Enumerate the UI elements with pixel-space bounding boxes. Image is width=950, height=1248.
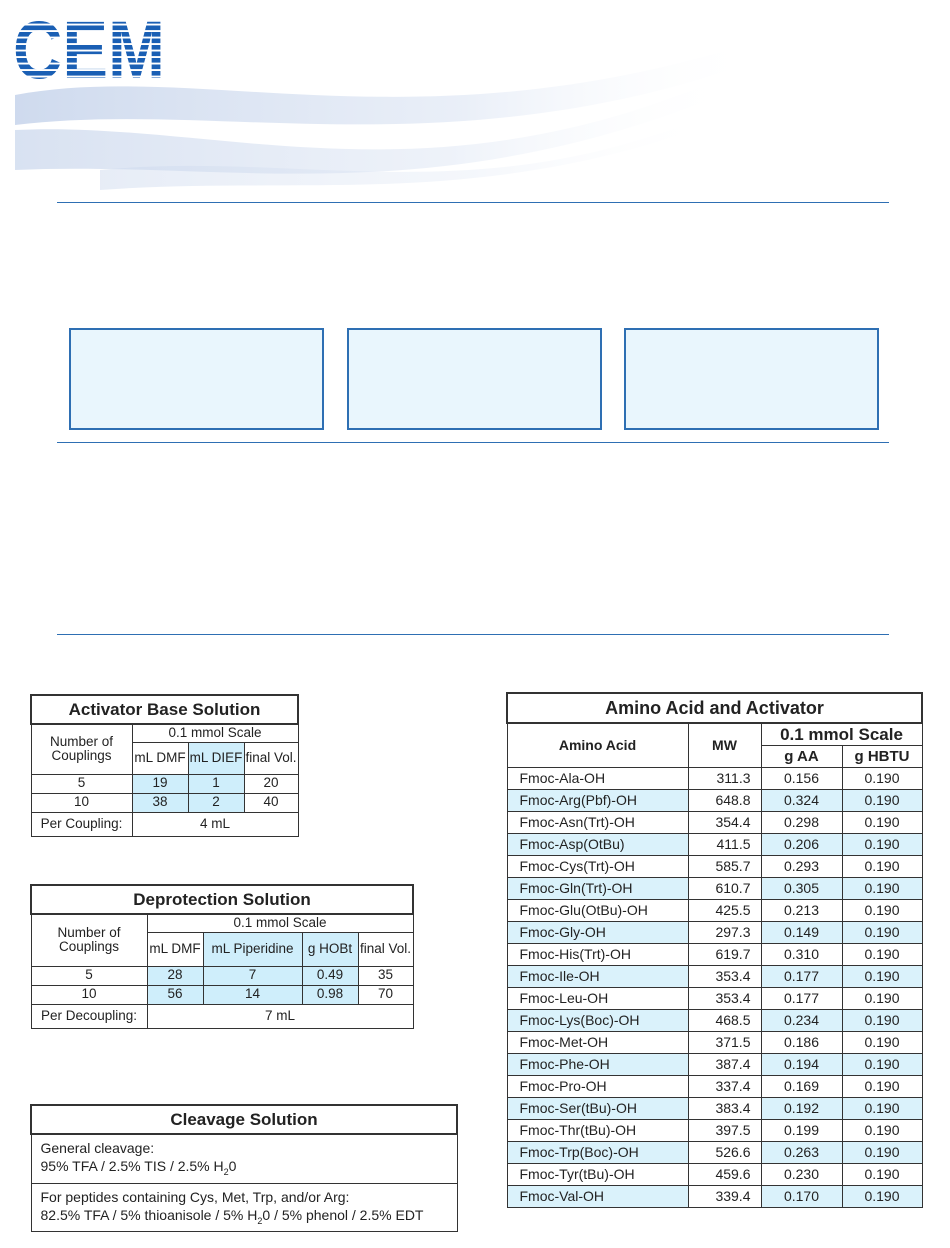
aa-cell-name: Fmoc-Ile-OH	[507, 966, 688, 988]
activator-scale: 0.1 mmol Scale	[132, 724, 298, 742]
aa-row	[507, 944, 922, 966]
aa-row	[507, 1054, 922, 1076]
aa-row	[507, 1164, 922, 1186]
deprotection-col-pip: mL Piperidine	[203, 932, 302, 966]
deprotection-col-dmf: mL DMF	[147, 932, 203, 966]
deprotection-scale: 0.1 mmol Scale	[147, 914, 413, 932]
aa-cell-hbtu: 0.190	[842, 1164, 922, 1186]
aa-cell-hbtu: 0.190	[842, 1098, 922, 1120]
aa-cell-mw: 526.6	[688, 1142, 761, 1164]
aa-cell-gaa: 0.263	[761, 1142, 842, 1164]
info-card-1	[69, 328, 324, 430]
aa-scale: 0.1 mmol Scale	[761, 723, 922, 746]
aa-row	[507, 790, 922, 812]
aa-cell-mw: 425.5	[688, 900, 761, 922]
aa-row	[507, 988, 922, 1010]
section-rule-1	[57, 442, 889, 443]
aa-cell-hbtu: 0.190	[842, 1054, 922, 1076]
activator-num-couplings: Number of Couplings	[31, 724, 132, 774]
aa-cell-gaa: 0.298	[761, 812, 842, 834]
deprotection-row-dmf: 28	[147, 966, 203, 985]
aa-cell-name: Fmoc-Lys(Boc)-OH	[507, 1010, 688, 1032]
aa-cell-gaa: 0.177	[761, 966, 842, 988]
aa-cell-name: Fmoc-Ser(tBu)-OH	[507, 1098, 688, 1120]
aa-cell-mw: 337.4	[688, 1076, 761, 1098]
deprotection-per-value: 7 mL	[147, 1004, 413, 1028]
aa-cell-gaa: 0.169	[761, 1076, 842, 1098]
aa-cell-mw: 585.7	[688, 856, 761, 878]
deprotection-row-hobt: 0.49	[302, 966, 358, 985]
cleavage-special	[31, 1183, 457, 1232]
aa-cell-mw: 311.3	[688, 768, 761, 790]
deprotection-row-dmf: 56	[147, 985, 203, 1004]
aa-cell-gaa: 0.199	[761, 1120, 842, 1142]
aa-cell-gaa: 0.310	[761, 944, 842, 966]
aa-cell-mw: 353.4	[688, 988, 761, 1010]
deprotection-title: Deprotection Solution	[31, 885, 413, 914]
cleavage-general-label: General cleavage:	[40, 1140, 155, 1156]
aa-cell-mw: 387.4	[688, 1054, 761, 1076]
aa-cell-gaa: 0.149	[761, 922, 842, 944]
aa-cell-hbtu: 0.190	[842, 944, 922, 966]
amino-acid-table	[506, 692, 923, 1208]
aa-cell-hbtu: 0.190	[842, 1186, 922, 1208]
aa-cell-hbtu: 0.190	[842, 790, 922, 812]
aa-cell-hbtu: 0.190	[842, 1010, 922, 1032]
activator-col-dief: mL DIEF	[188, 742, 244, 774]
aa-cell-gaa: 0.230	[761, 1164, 842, 1186]
activator-per-value: 4 mL	[132, 812, 298, 836]
aa-cell-mw: 619.7	[688, 944, 761, 966]
aa-cell-gaa: 0.177	[761, 988, 842, 1010]
aa-row	[507, 768, 922, 790]
activator-row-n: 10	[31, 793, 132, 812]
aa-row	[507, 966, 922, 988]
aa-cell-name: Fmoc-Cys(Trt)-OH	[507, 856, 688, 878]
cleavage-general-recipe: 95% TFA / 2.5% TIS / 2.5% $H_20$	[40, 1158, 237, 1177]
aa-cell-name: Fmoc-Met-OH	[507, 1032, 688, 1054]
aa-cell-hbtu: 0.190	[842, 878, 922, 900]
aa-cell-gaa: 0.186	[761, 1032, 842, 1054]
aa-cell-name: Fmoc-Phe-OH	[507, 1054, 688, 1076]
aa-row	[507, 856, 922, 878]
cleavage-special-label: For peptides containing Cys, Met, Trp, and/or Arg:	[40, 1188, 350, 1205]
aa-cell-mw: 397.5	[688, 1120, 761, 1142]
aa-cell-hbtu: 0.190	[842, 812, 922, 834]
aa-row	[507, 922, 922, 944]
activator-row-dief: 2	[188, 793, 244, 812]
aa-row	[507, 1142, 922, 1164]
aa-title: Amino Acid and Activator	[507, 693, 922, 723]
aa-cell-hbtu: 0.190	[842, 900, 922, 922]
aa-cell-name: Fmoc-Gln(Trt)-OH	[507, 878, 688, 900]
aa-row	[507, 1186, 922, 1208]
aa-cell-hbtu: 0.190	[842, 1032, 922, 1054]
aa-cell-hbtu: 0.190	[842, 1076, 922, 1098]
aa-row	[507, 878, 922, 900]
deprotection-row-n: 5	[31, 966, 147, 985]
info-card-2	[347, 328, 602, 430]
deprotection-row-final: 70	[358, 985, 413, 1004]
aa-cell-hbtu: 0.190	[842, 988, 922, 1010]
aa-cell-hbtu: 0.190	[842, 922, 922, 944]
aa-cell-name: Fmoc-His(Trt)-OH	[507, 944, 688, 966]
deprotection-col-hobt: g HOBt	[302, 932, 358, 966]
aa-cell-hbtu: 0.190	[842, 966, 922, 988]
activator-per-label: Per Coupling:	[31, 812, 132, 836]
deprotection-row-pip: 14	[203, 985, 302, 1004]
aa-row	[507, 900, 922, 922]
aa-cell-name: Fmoc-Pro-OH	[507, 1076, 688, 1098]
aa-cell-mw: 353.4	[688, 966, 761, 988]
aa-cell-gaa: 0.305	[761, 878, 842, 900]
cleavage-special-recipe: 82.5% TFA / 5% thioanisole / 5% $H_20 / 5\%$ phenol / 2.5% EDT	[40, 1206, 424, 1226]
aa-cell-name: Fmoc-Asp(OtBu)	[507, 834, 688, 856]
aa-cell-name: Fmoc-Arg(Pbf)-OH	[507, 790, 688, 812]
aa-cell-hbtu: 0.190	[842, 856, 922, 878]
company-logo	[13, 5, 168, 96]
aa-body	[507, 768, 922, 1208]
aa-cell-mw: 411.5	[688, 834, 761, 856]
section-rule-2	[57, 634, 889, 635]
aa-cell-gaa: 0.213	[761, 900, 842, 922]
aa-cell-name: Fmoc-Trp(Boc)-OH	[507, 1142, 688, 1164]
aa-cell-mw: 468.5	[688, 1010, 761, 1032]
aa-cell-mw: 459.6	[688, 1164, 761, 1186]
aa-row	[507, 812, 922, 834]
aa-cell-mw: 354.4	[688, 812, 761, 834]
aa-row	[507, 1120, 922, 1142]
aa-row	[507, 1010, 922, 1032]
deprotection-num-couplings: Number of Couplings	[31, 914, 147, 966]
deprotection-col-final: final Vol.	[358, 932, 413, 966]
activator-row-dief: 1	[188, 774, 244, 793]
activator-title: Activator Base Solution	[31, 695, 298, 724]
activator-row-dmf: 38	[132, 793, 188, 812]
aa-row	[507, 1076, 922, 1098]
aa-cell-mw: 383.4	[688, 1098, 761, 1120]
aa-cell-gaa: 0.324	[761, 790, 842, 812]
aa-cell-gaa: 0.234	[761, 1010, 842, 1032]
activator-row-final: 20	[244, 774, 298, 793]
aa-row	[507, 1032, 922, 1054]
aa-cell-gaa: 0.293	[761, 856, 842, 878]
aa-col-aa: Amino Acid	[507, 723, 688, 768]
aa-cell-mw: 371.5	[688, 1032, 761, 1054]
deprotection-row-hobt: 0.98	[302, 985, 358, 1004]
activator-row-n: 5	[31, 774, 132, 793]
deprotection-table	[30, 884, 414, 1029]
aa-cell-gaa: 0.156	[761, 768, 842, 790]
cleavage-general	[31, 1134, 457, 1183]
logo-image	[13, 5, 168, 96]
aa-cell-mw: 339.4	[688, 1186, 761, 1208]
deprotection-per-label: Per Decoupling:	[31, 1004, 147, 1028]
activator-row-dmf: 19	[132, 774, 188, 793]
aa-cell-hbtu: 0.190	[842, 1120, 922, 1142]
aa-cell-hbtu: 0.190	[842, 834, 922, 856]
aa-cell-name: Fmoc-Tyr(tBu)-OH	[507, 1164, 688, 1186]
aa-cell-hbtu: 0.190	[842, 768, 922, 790]
aa-cell-gaa: 0.170	[761, 1186, 842, 1208]
aa-cell-gaa: 0.194	[761, 1054, 842, 1076]
aa-cell-name: Fmoc-Val-OH	[507, 1186, 688, 1208]
activator-row-final: 40	[244, 793, 298, 812]
aa-cell-name: Fmoc-Leu-OH	[507, 988, 688, 1010]
cleavage-title: Cleavage Solution	[31, 1105, 457, 1134]
aa-cell-name: Fmoc-Ala-OH	[507, 768, 688, 790]
cleavage-table	[30, 1104, 458, 1232]
aa-col-mw: MW	[688, 723, 761, 768]
aa-col-hbtu: g HBTU	[842, 746, 922, 768]
activator-table	[30, 694, 299, 837]
activator-col-final: final Vol.	[244, 742, 298, 774]
aa-cell-gaa: 0.192	[761, 1098, 842, 1120]
info-card-3	[624, 328, 879, 430]
aa-cell-gaa: 0.206	[761, 834, 842, 856]
header-rule	[57, 202, 889, 203]
aa-cell-name: Fmoc-Gly-OH	[507, 922, 688, 944]
deprotection-row-final: 35	[358, 966, 413, 985]
aa-cell-name: Fmoc-Thr(tBu)-OH	[507, 1120, 688, 1142]
deprotection-row-n: 10	[31, 985, 147, 1004]
aa-cell-hbtu: 0.190	[842, 1142, 922, 1164]
aa-cell-mw: 648.8	[688, 790, 761, 812]
aa-col-gaa: g AA	[761, 746, 842, 768]
aa-cell-mw: 610.7	[688, 878, 761, 900]
aa-cell-name: Fmoc-Asn(Trt)-OH	[507, 812, 688, 834]
aa-cell-name: Fmoc-Glu(OtBu)-OH	[507, 900, 688, 922]
deprotection-row-pip: 7	[203, 966, 302, 985]
aa-row	[507, 834, 922, 856]
aa-row	[507, 1098, 922, 1120]
svg-text:CEM: CEM	[13, 5, 165, 96]
aa-cell-mw: 297.3	[688, 922, 761, 944]
activator-col-dmf: mL DMF	[132, 742, 188, 774]
